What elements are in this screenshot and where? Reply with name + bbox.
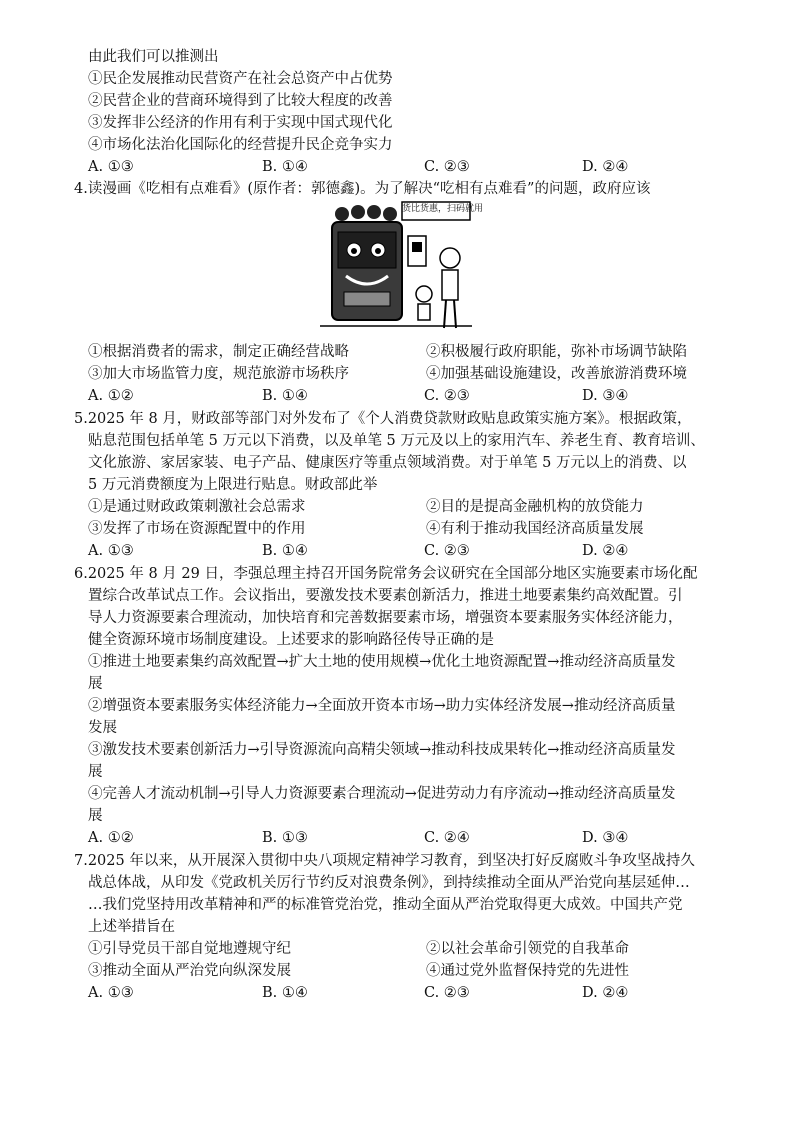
q5-option-3: ③发挥了市场在资源配置中的作用: [88, 521, 306, 537]
q6-stem-line-1: 6.2025 年 8 月 29 日，李强总理主持召开国务院常务会议研究在全国部分地区实施要素市场化配: [74, 566, 698, 582]
q6-stem-line-4: 健全资源环境市场制度建设。上述要求的影响路径传导正确的是: [88, 632, 494, 648]
q6-answer-b: B. ①③: [262, 830, 308, 846]
q5-option-2: ②目的是提高金融机构的放贷能力: [426, 499, 644, 515]
q5-answer-d: D. ②④: [582, 543, 629, 559]
q6-option-1: ①推进土地要素集约高效配置→扩大土地的使用规模→优化土地资源配置→推动经济高质量发: [88, 654, 676, 670]
q6-option-4-cont: 展: [88, 808, 103, 824]
q3-option-2: ②民营企业的营商环境得到了比较大程度的改善: [88, 93, 393, 109]
q6-stem-line-2: 置综合改革试点工作。会议指出，要激发技术要素创新活力，推进土地要素集约高效配置。引: [88, 588, 683, 604]
q7-stem-line-3: …我们党坚持用改革精神和严的标准管党治党，推动全面从严治党取得更大成效。中国共产党: [88, 897, 683, 913]
q6-answer-c: C. ②④: [424, 830, 470, 846]
q3-option-1: ①民企发展推动民营资产在社会总资产中占优势: [88, 71, 393, 87]
q6-option-2-cont: 发展: [88, 720, 117, 736]
q7-option-2: ②以社会革命引领党的自我革命: [426, 941, 629, 957]
q5-option-1: ①是通过财政政策刺激社会总需求: [88, 499, 306, 515]
q4-option-4: ④加强基础设施建设，改善旅游消费环境: [426, 366, 687, 382]
q4-option-2: ②积极履行政府职能，弥补市场调节缺陷: [426, 344, 687, 360]
q5-answer-a: A. ①③: [88, 543, 134, 559]
q5-stem-line-1: 5.2025 年 8 月，财政部等部门对外发布了《个人消费贷款财政贴息政策实施方案》。根据政策，: [74, 411, 692, 427]
q7-stem-line-2: 战总体战，从印发《党政机关厉行节约反对浪费条例》，到持续推动全面从严治党向基层延伸…: [88, 875, 690, 891]
q4-answer-c: C. ②③: [424, 388, 470, 404]
q4-stem: 4.读漫画《吃相有点难看》(原作者：郭德鑫)。为了解决“吃相有点难看”的问题，政府应该: [74, 181, 651, 197]
q6-answer-a: A. ①②: [88, 830, 134, 846]
cartoon-image: [316, 196, 484, 336]
q4-option-1: ①根据消费者的需求，制定正确经营战略: [88, 344, 349, 360]
q7-answer-d: D. ②④: [582, 985, 629, 1001]
q6-option-1-cont: 展: [88, 676, 103, 692]
q4-option-3: ③加大市场监管力度，规范旅游市场秩序: [88, 366, 349, 382]
cartoon-sign-text: 货比货惠，扫码就用: [402, 204, 484, 214]
q4-answer-b: B. ①④: [262, 388, 308, 404]
q7-answer-a: A. ①③: [88, 985, 134, 1001]
q6-option-4: ④完善人才流动机制→引导人力资源要素合理流动→促进劳动力有序流动→推动经济高质量发: [88, 786, 676, 802]
q5-option-4: ④有利于推动我国经济高质量发展: [426, 521, 644, 537]
q7-answer-c: C. ②③: [424, 985, 470, 1001]
q5-stem-line-2: 贴息范围包括单笔 5 万元以下消费，以及单笔 5 万元及以上的家用汽车、养老生育、教育培训、: [88, 433, 705, 449]
q7-stem-line-1: 7.2025 年以来，从开展深入贯彻中央八项规定精神学习教育，到坚决打好反腐败斗争攻坚战持久: [74, 853, 695, 869]
q5-stem-line-4: 5 万元消费额度为上限进行贴息。财政部此举: [88, 477, 378, 493]
q6-option-3: ③激发技术要素创新活力→引导资源流向高精尖领域→推动科技成果转化→推动经济高质量发: [88, 742, 676, 758]
q4-answer-a: A. ①②: [88, 388, 134, 404]
q7-answer-b: B. ①④: [262, 985, 308, 1001]
q5-stem-line-3: 文化旅游、家居家装、电子产品、健康医疗等重点领域消费。对于单笔 5 万元以上的消费、以: [88, 455, 687, 471]
q7-option-4: ④通过党外监督保持党的先进性: [426, 963, 629, 979]
q7-option-1: ①引导党员干部自觉地遵规守纪: [88, 941, 291, 957]
q3-answer-a: A. ①③: [88, 159, 134, 175]
q5-answer-c: C. ②③: [424, 543, 470, 559]
q6-stem-line-3: 导人力资源要素合理流动，加快培育和完善数据要素市场，增强资本要素服务实体经济能力，: [88, 610, 683, 626]
q5-answer-b: B. ①④: [262, 543, 308, 559]
q6-option-2: ②增强资本要素服务实体经济能力→全面放开资本市场→助力实体经济发展→推动经济高质量: [88, 698, 676, 714]
q4-answer-d: D. ③④: [582, 388, 629, 404]
q3-option-4: ④市场化法治化国际化的经营提升民企竞争实力: [88, 137, 393, 153]
q6-answer-d: D. ③④: [582, 830, 629, 846]
q7-stem-line-4: 上述举措旨在: [88, 919, 175, 935]
q7-option-3: ③推动全面从严治党向纵深发展: [88, 963, 291, 979]
q3-answer-c: C. ②③: [424, 159, 470, 175]
q3-stem-tail: 由此我们可以推测出: [88, 49, 219, 65]
q3-option-3: ③发挥非公经济的作用有利于实现中国式现代化: [88, 115, 393, 131]
q6-option-3-cont: 展: [88, 764, 103, 780]
q3-answer-b: B. ①④: [262, 159, 308, 175]
q3-answer-d: D. ②④: [582, 159, 629, 175]
